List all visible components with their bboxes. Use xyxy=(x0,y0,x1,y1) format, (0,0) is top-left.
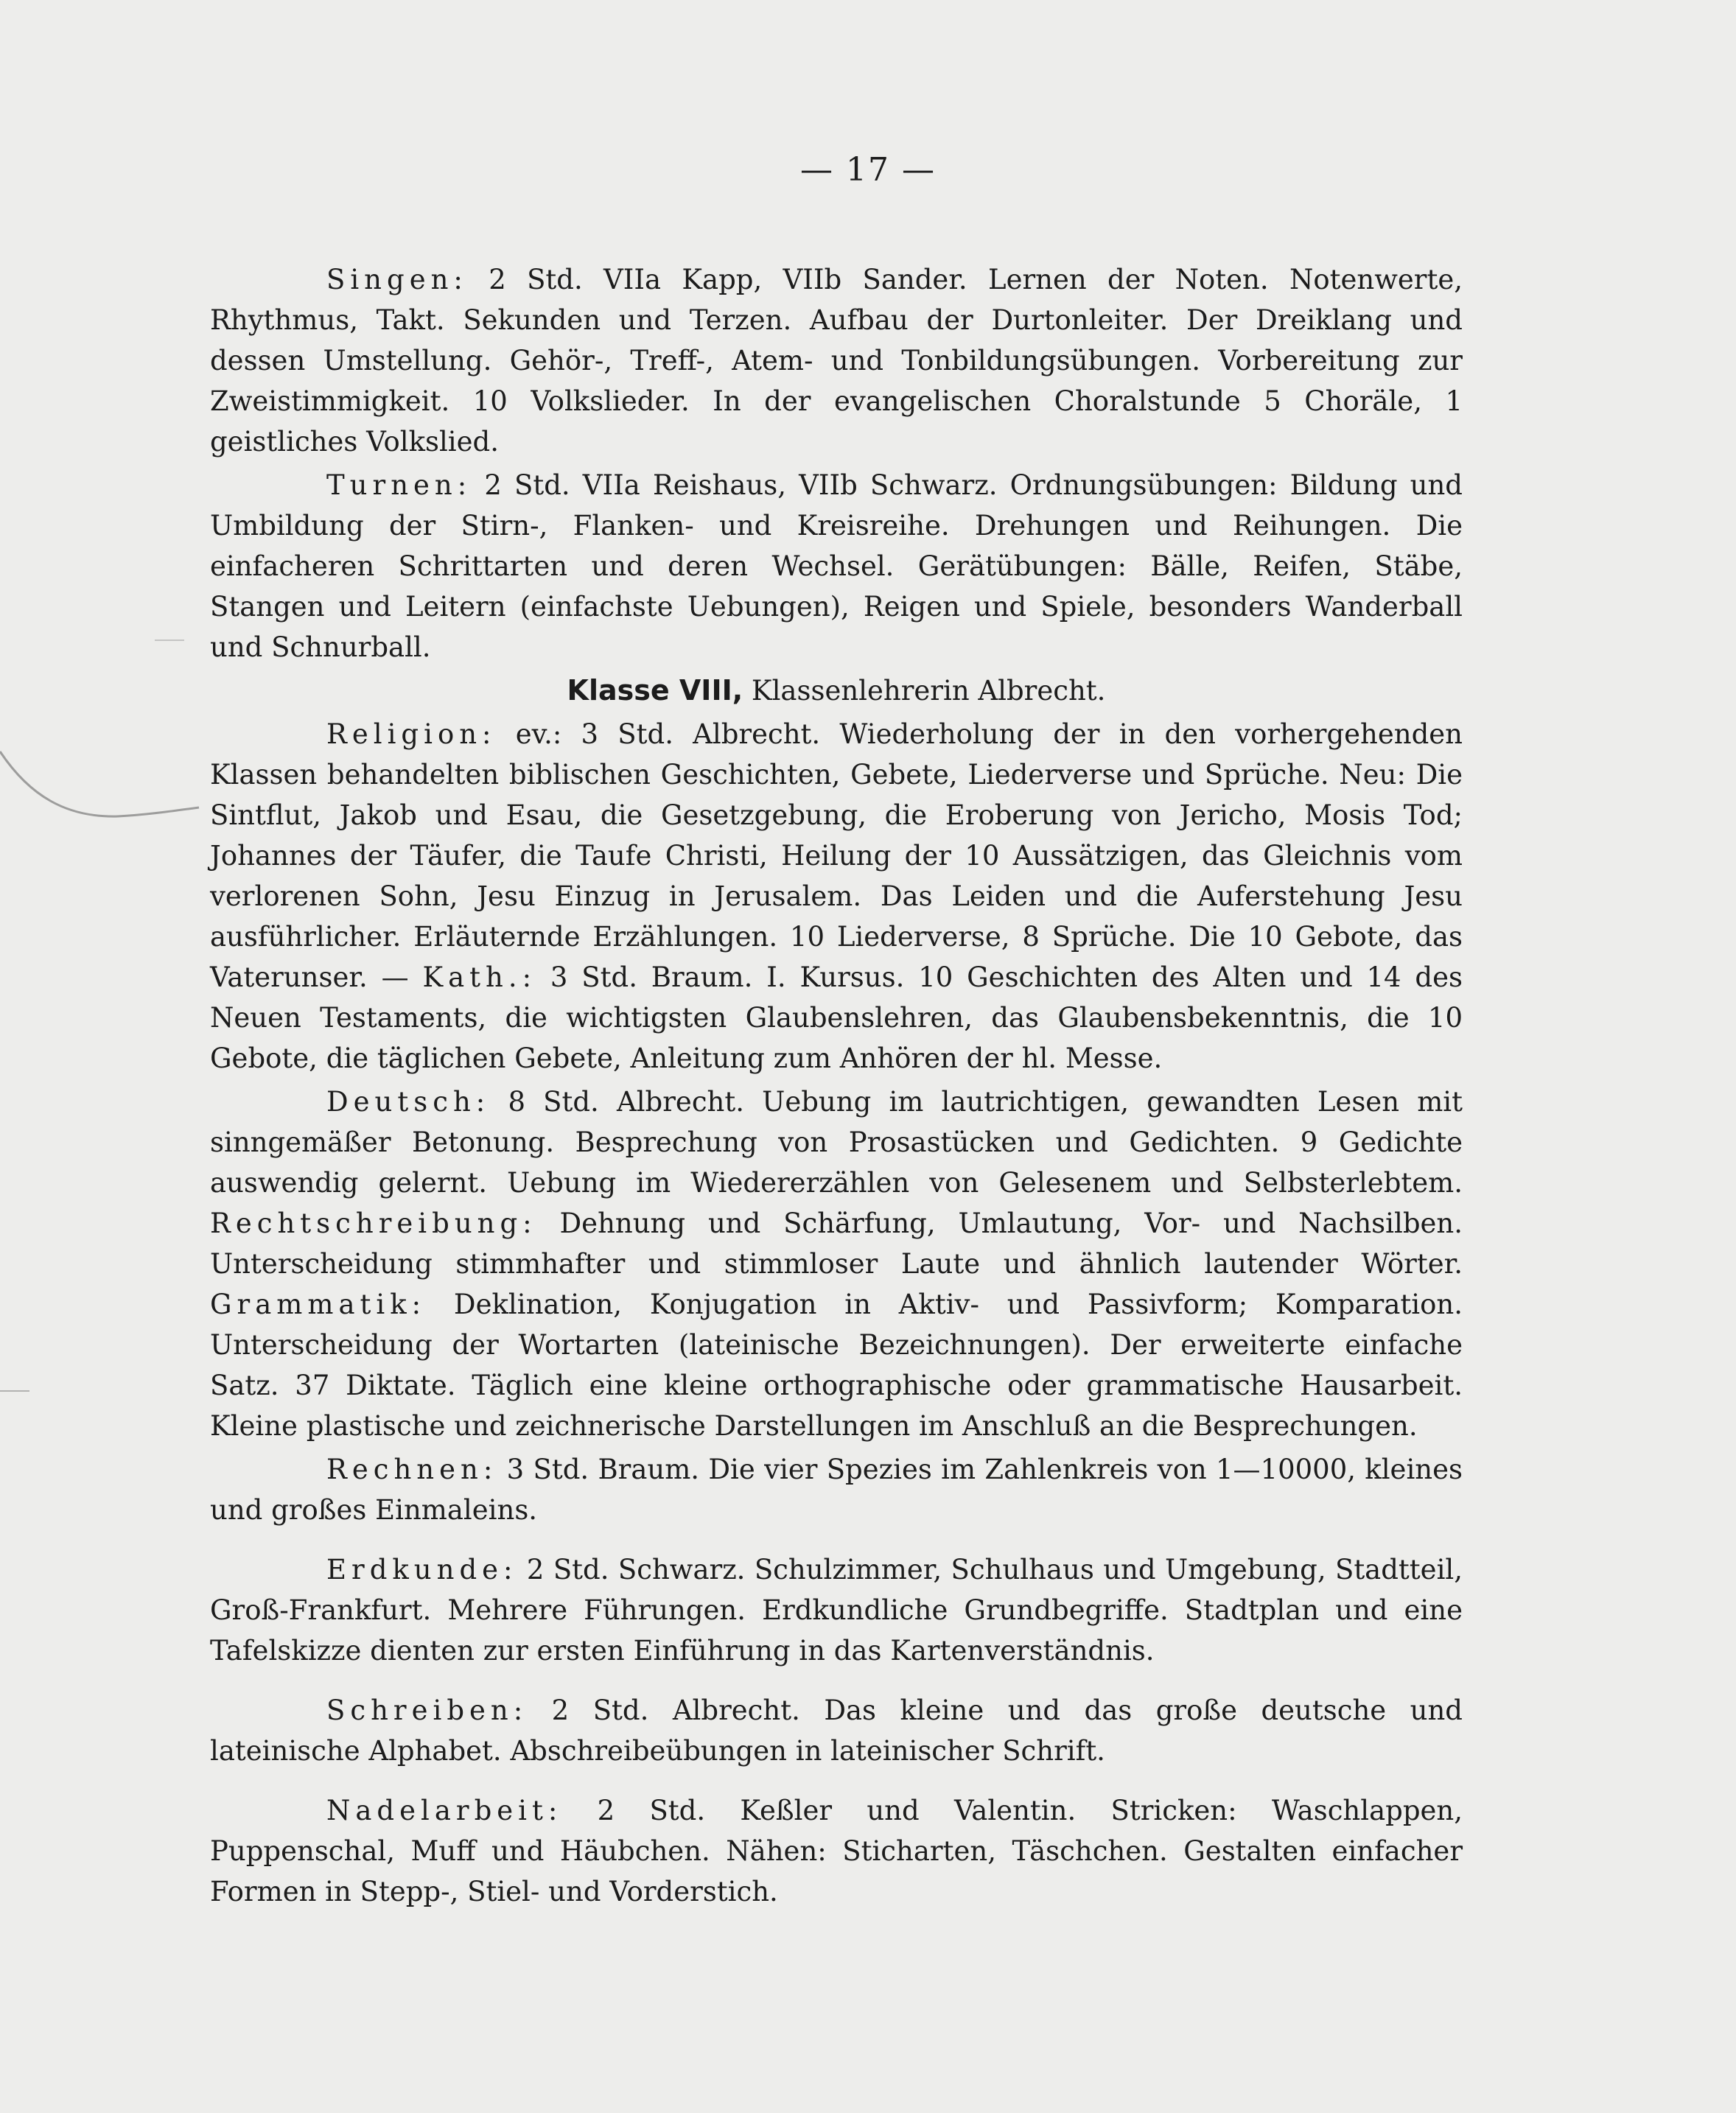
paragraph-singen xyxy=(210,259,1463,462)
paragraph-rechnen xyxy=(210,1449,1463,1530)
page-number: — 17 — xyxy=(800,151,936,189)
paragraph-deutsch xyxy=(210,1082,1463,1446)
subject-label-turnen: Turnen: xyxy=(326,469,472,501)
paragraph-text: 2 Std. VIIa Reishaus, VIIb Schwarz. Ordnungsübungen: Bildung und Umbildung der Stirn-, Flanken- und Kreisreihe. Drehungen und Reihungen. Die einfacheren Schrittarten und deren Wechsel. Gerätübungen: Bälle, Reifen, Stäbe, Stangen und Leitern (einfachste Uebungen), Reigen und Spiele, besonders Wanderball und Schnurball. xyxy=(210,469,1463,663)
paragraph-text: ev.: 3 Std. Albrecht. Wiederholung der in den vorhergehenden Klassen behandelten biblischen Geschichten, Gebete, Liederverse und Sprüche. Neu: Die Sintflut, Jakob und Esau, die Gesetzgebung, die Eroberung von Jericho, Mosis Tod; Johannes der Täufer, die Taufe Christi, Heilung der 10 Aussätzigen, das Gleichnis vom verlorenen Sohn, Jesu Einzug in Jerusalem. Das Leiden und die Auferstehung Jesu ausführlicher. Erläuternde Erzählungen. 10 Liederverse, 8 Sprüche. Die 10 Gebote, das Vaterunser. — xyxy=(210,718,1463,993)
paragraph-nadelarbeit xyxy=(210,1790,1463,1912)
paragraph-text: 2 Std. Albrecht. Das kleine und das große deutsche und lateinische Alphabet. Abschreibeübungen in lateinischer Schrift. xyxy=(210,1695,1463,1767)
class-heading xyxy=(210,670,1463,711)
margin-dash-mark xyxy=(155,639,184,641)
paragraph-text: 2 Std. Schwarz. Schulzimmer, Schulhaus und Umgebung, Stadtteil, Groß-Frankfurt. Mehrere Führungen. Erdkundliche Grundbegriffe. Stadtplan und eine Tafelskizze dienten zur ersten Einführung in das Kartenverständnis. xyxy=(210,1554,1463,1667)
subject-label-kath: Kath.: xyxy=(422,961,537,993)
margin-pencil-mark xyxy=(0,737,221,840)
margin-line-mark xyxy=(0,1390,29,1392)
paragraph-text: 3 Std. Braum. I. Kursus. 10 Geschichten des Alten und 14 des Neuen Testaments, die wichtigsten Glaubenslehren, das Glaubensbekenntnis, die 10 Gebote, die täglichen Gebete, Anleitung zum Anhören der hl. Messe. xyxy=(210,961,1463,1074)
paragraph-text: 3 Std. Braum. Die vier Spezies im Zahlenkreis von 1—10000, kleines und großes Einmaleins. xyxy=(210,1454,1463,1526)
subject-label-rechtschreibung: Rechtschreibung: xyxy=(210,1208,537,1239)
page-body xyxy=(210,259,1463,1915)
subject-label-grammatik: Grammatik: xyxy=(210,1289,427,1320)
paragraph-schreiben xyxy=(210,1690,1463,1771)
paragraph-gap xyxy=(210,1774,1463,1790)
paragraph-erdkunde xyxy=(210,1549,1463,1671)
class-teacher: Klassenlehrerin Albrecht. xyxy=(743,675,1106,707)
subject-label-singen: Singen: xyxy=(326,264,468,295)
paragraph-gap xyxy=(210,1533,1463,1549)
subject-label-religion: Religion: xyxy=(326,718,497,750)
subject-label-erdkunde: Erdkunde: xyxy=(326,1554,518,1585)
paragraph-turnen xyxy=(210,465,1463,667)
paragraph-text: 2 Std. VIIa Kapp, VIIb Sander. Lernen der Noten. Notenwerte, Rhythmus, Takt. Sekunden und Terzen. Aufbau der Durtonleiter. Der Dreiklang und dessen Umstellung. Gehör-, Treff-, Atem- und Tonbildungsübungen. Vorbereitung zur Zweistimmigkeit. 10 Volkslieder. In der evangelischen Choralstunde 5 Choräle, 1 geistliches Volkslied. xyxy=(210,264,1463,458)
subject-label-deutsch: Deutsch: xyxy=(326,1086,491,1118)
subject-label-rechnen: Rechnen: xyxy=(326,1454,498,1485)
paragraph-gap xyxy=(210,1674,1463,1690)
paragraph-text: 8 Std. Albrecht. Uebung im lautrichtigen, gewandten Lesen mit sinngemäßer Betonung. Besprechung von Prosastücken und Gedichten. 9 Gedichte auswendig gelernt. Uebung im Wiedererzählen von Gelesenem und Selbsterlebtem. xyxy=(210,1086,1463,1199)
class-title: Klasse VIII, xyxy=(567,674,743,707)
paragraph-religion xyxy=(210,714,1463,1079)
paragraph-text: Deklination, Konjugation in Aktiv- und Passivform; Komparation. Unterscheidung der Wortarten (lateinische Bezeichnungen). Der erweiterte einfache Satz. 37 Diktate. Täglich eine kleine orthographische oder grammatische Hausarbeit. Kleine plastische und zeichnerische Darstellungen im Anschluß an die Besprechungen. xyxy=(210,1289,1463,1442)
subject-label-schreiben: Schreiben: xyxy=(326,1695,528,1726)
paragraph-text: Dehnung und Schärfung, Umlautung, Vor- und Nachsilben. Unterscheidung stimmhafter und stimmloser Laute und ähnlich lautender Wörter. xyxy=(210,1208,1463,1280)
paragraph-text: 2 Std. Keßler und Valentin. Stricken: Waschlappen, Puppenschal, Muff und Häubchen. Nähen: Sticharten, Täschchen. Gestalten einfacher Formen in Stepp-, Stiel- und Vorderstich. xyxy=(210,1795,1463,1907)
subject-label-nadelarbeit: Nadelarbeit: xyxy=(326,1795,563,1826)
